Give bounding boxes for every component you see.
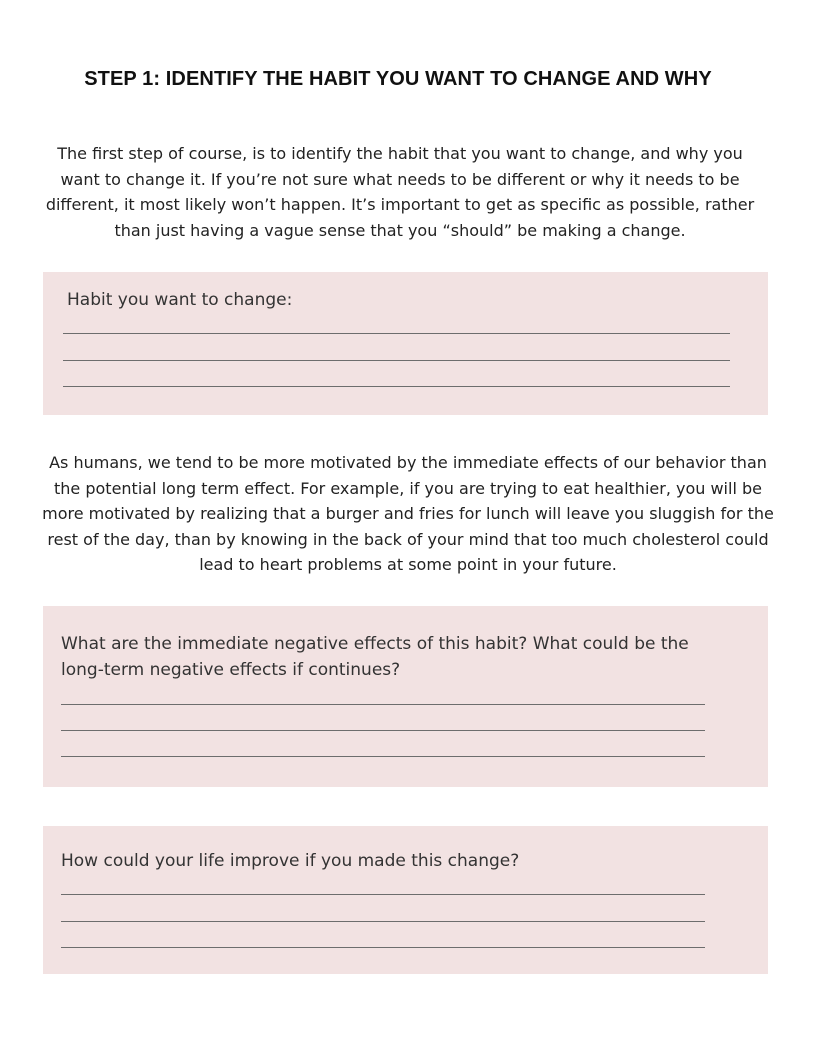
improvement-box	[43, 826, 768, 974]
motivation-line: more motivated by realizing that a burger and fries for lunch will leave you sluggish for the	[42, 504, 774, 523]
writing-line[interactable]	[61, 947, 705, 948]
intro-line: than just having a vague sense that you “should” be making a change.	[114, 220, 686, 240]
prompt-line: How could your life improve if you made this change?	[61, 851, 520, 871]
improvement-prompt	[61, 848, 519, 874]
intro-paragraph	[30, 141, 770, 243]
negative-effects-prompt	[61, 631, 689, 683]
motivation-paragraph	[30, 450, 786, 578]
writing-line[interactable]	[61, 756, 705, 757]
motivation-line: the potential long term effect. For example, if you are trying to eat healthier, you will be	[54, 478, 762, 498]
motivation-line: lead to heart problems at some point in your future.	[199, 555, 617, 574]
page-title: STEP 1: IDENTIFY THE HABIT YOU WANT TO CHANGE AND WHY	[84, 68, 712, 90]
intro-line: want to change it. If you’re not sure what needs to be different or why it needs to be	[60, 169, 740, 189]
intro-line: The first step of course, is to identify the habit that you want to change, and why you	[57, 144, 743, 163]
writing-line[interactable]	[63, 386, 730, 387]
writing-line[interactable]	[61, 921, 705, 922]
writing-line[interactable]	[63, 360, 730, 361]
writing-line[interactable]	[61, 704, 705, 705]
habit-box	[43, 272, 768, 415]
writing-line[interactable]	[63, 333, 730, 334]
prompt-line: long-term negative effects if continues?	[61, 660, 401, 680]
intro-line: different, it most likely won’t happen. It’s important to get as specific as possible, rather	[45, 195, 755, 214]
motivation-line: rest of the day, than by knowing in the back of your mind that too much cholesterol could	[47, 529, 769, 549]
prompt-line: What are the immediate negative effects of this habit? What could be the	[61, 634, 689, 654]
writing-line[interactable]	[61, 894, 705, 895]
prompt-line: Habit you want to change:	[67, 290, 293, 310]
writing-line[interactable]	[61, 730, 705, 731]
motivation-line: As humans, we tend to be more motivated by the immediate effects of our behavior than	[49, 453, 767, 472]
negative-effects-box	[43, 606, 768, 787]
habit-prompt	[67, 287, 292, 313]
